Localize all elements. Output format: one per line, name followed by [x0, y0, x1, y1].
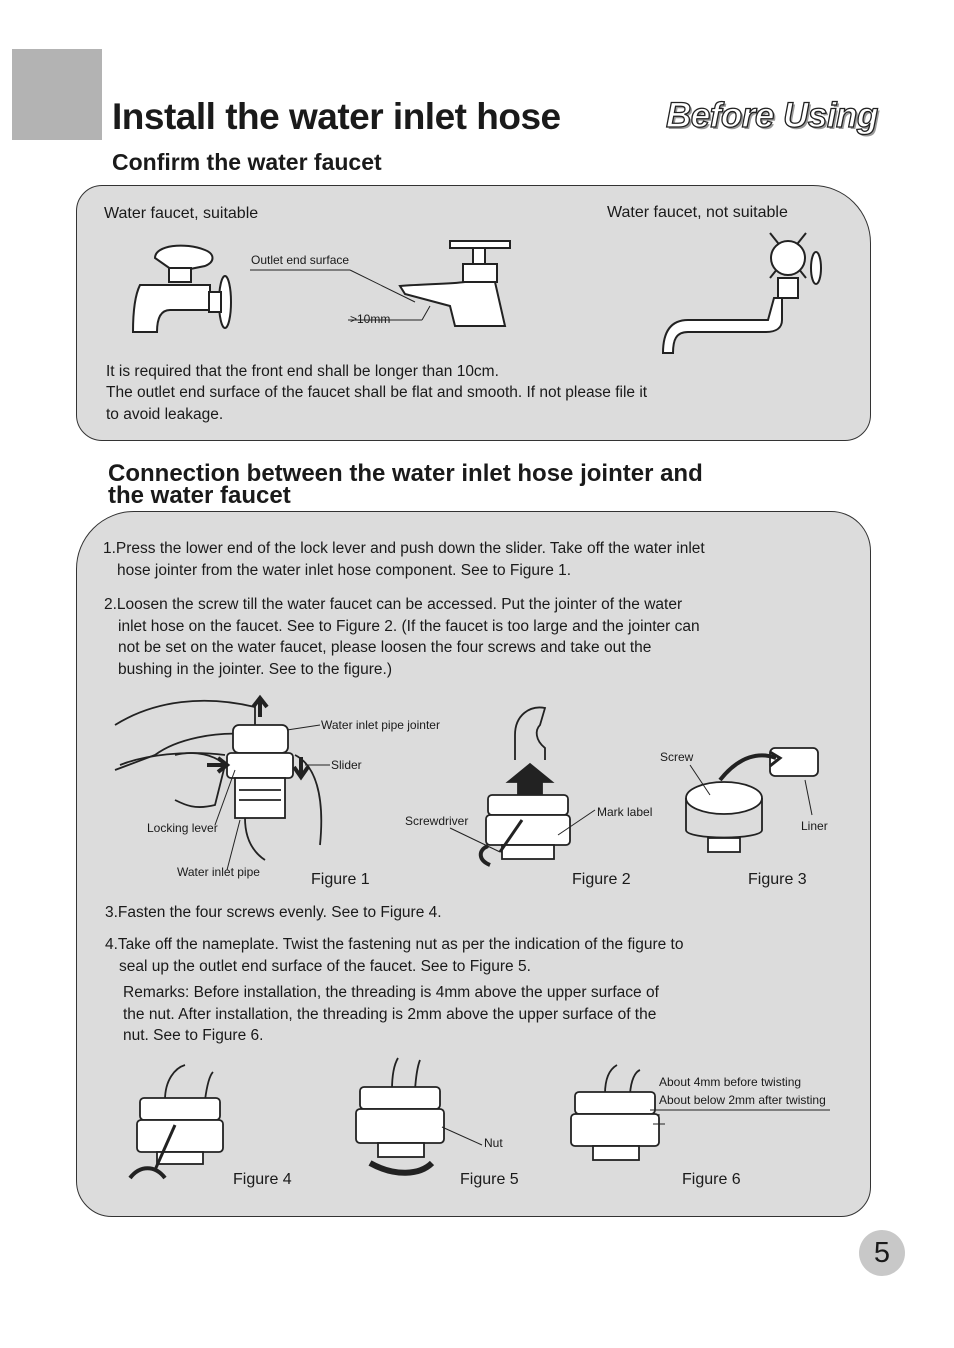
label-mark-label: Mark label [597, 805, 653, 819]
label-liner: Liner [801, 819, 828, 833]
page-number: 5 [859, 1230, 905, 1276]
step-3: 3.Fasten the four screws evenly. See to Figure 4. [105, 904, 442, 921]
connection-heading-1: Connection between the water inlet hose jointer and [108, 460, 703, 487]
figure-3-illustration [680, 740, 830, 860]
length-label: >10mm [350, 312, 391, 326]
corner-block [12, 49, 102, 140]
page-title: Install the water inlet hose [112, 96, 561, 137]
figure-2-illustration [440, 700, 615, 880]
faucet-not-suitable-illustration [658, 228, 823, 363]
section-title: Before Using [666, 96, 878, 135]
label-screw: Screw [660, 750, 694, 764]
figure-4-caption: Figure 4 [233, 1171, 292, 1188]
label-after-twist: About below 2mm after twisting [659, 1093, 826, 1107]
label-slider: Slider [331, 758, 362, 772]
outlet-end-label: Outlet end surface [251, 253, 350, 267]
step-2: 2.Loosen the screw till the water faucet can be accessed. Put the jointer of the water inlet hose on the faucet. See to Figure 2. (If the faucet is too large and the jointer can not be set on the water faucet, please loosen the four screws and take out the bushing in the jointer. See to the figure.) [104, 596, 700, 678]
figure-5-caption: Figure 5 [460, 1171, 519, 1188]
step-1: 1.Press the lower end of the lock lever and push down the slider. Take off the water inlet hose jointer from the water inlet hose component. See to Figure 1. [103, 540, 705, 579]
connection-heading-2: the water faucet [108, 482, 291, 509]
suitable-label: Water faucet, suitable [104, 205, 259, 222]
label-inlet-pipe: Water inlet pipe [177, 865, 260, 879]
not-suitable-label: Water faucet, not suitable [607, 204, 788, 221]
label-pipe-jointer: Water inlet pipe jointer [321, 718, 440, 732]
faucet-long-illustration [395, 236, 510, 331]
confirm-note-1: It is required that the front end shall be longer than 10cm. [106, 363, 499, 380]
figure-1-caption: Figure 1 [311, 871, 370, 888]
label-locking-lever: Locking lever [147, 821, 218, 835]
figure-3-caption: Figure 3 [748, 871, 807, 888]
figure-1-illustration [115, 695, 340, 865]
faucet-suitable-illustration [125, 240, 240, 340]
label-nut: Nut [484, 1136, 503, 1150]
step-4: 4.Take off the nameplate. Twist the fastening nut as per the indication of the figure to seal up the outlet end surface of the faucet. See to Figure 5. [105, 936, 684, 975]
figure-6-caption: Figure 6 [682, 1171, 741, 1188]
remarks: Remarks: Before installation, the threading is 4mm above the upper surface of the nut. After installation, the threading is 2mm above the upper surface of the nut. See to Figure 6. [123, 984, 659, 1044]
label-before-twist: About 4mm before twisting [659, 1075, 802, 1089]
confirm-note-3: to avoid leakage. [106, 406, 224, 423]
confirm-note-2: The outlet end surface of the faucet shall be flat and smooth. If not please file it [106, 384, 648, 401]
label-screwdriver: Screwdriver [405, 814, 469, 828]
figure-4-illustration [125, 1060, 235, 1185]
figure-5-illustration [350, 1055, 510, 1185]
figure-2-caption: Figure 2 [572, 871, 631, 888]
confirm-heading: Confirm the water faucet [112, 149, 382, 175]
